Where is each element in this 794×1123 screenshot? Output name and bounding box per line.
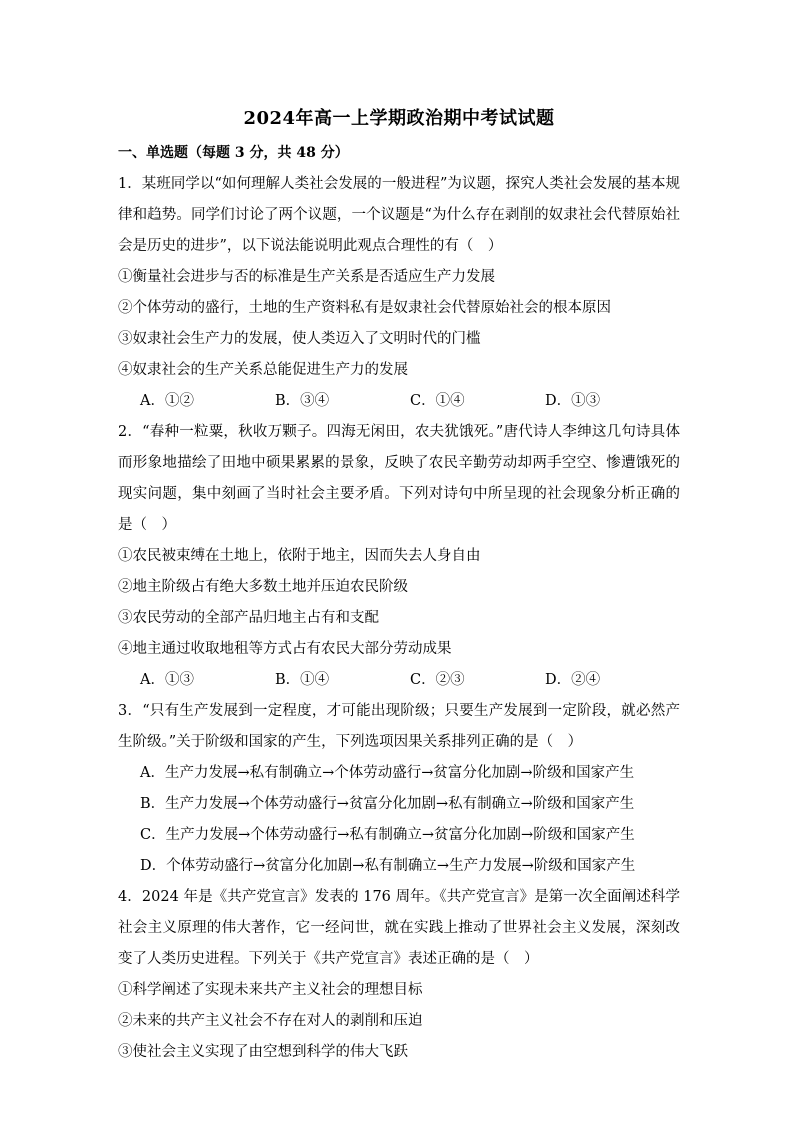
statement-item: ③使社会主义实现了由空想到科学的伟大飞跃 (118, 1044, 408, 1060)
choice-a: A．生产力发展→私有制确立→个体劳动盛行→贫富分化加剧→阶级和国家产生 (140, 765, 635, 781)
choice-c: C．生产力发展→个体劳动盛行→私有制确立→贫富分化加剧→阶级和国家产生 (140, 827, 635, 843)
statement-item: ③农民劳动的全部产品归地主占有和支配 (118, 610, 379, 626)
question-stem: 2．“春种一粒粟，秋收万颗子。四海无闲田，农夫犹饿死。”唐代诗人李绅这几句诗具体而形象地描绘了田地中硕果累累的景象，反映了农民辛勤劳动却两手空空、惨遭饿死的现实问题，集中刻画了当时社会主要矛盾。下列对诗句中所呈现的社会现象分析正确的是（ ） (118, 424, 680, 533)
choice-b: B．①④ (275, 672, 330, 688)
question-3 (118, 696, 680, 882)
statement-item: ④奴隶社会的生产关系总能促进生产力的发展 (118, 362, 408, 378)
question-1 (118, 169, 680, 417)
statement-item: ①衡量社会进步与否的标准是生产关系是否适应生产力发展 (118, 269, 495, 285)
statement-item: ④地主通过收取地租等方式占有农民大部分劳动成果 (118, 641, 452, 657)
choice-c: C．①④ (410, 393, 465, 409)
answer-choices (118, 665, 680, 696)
choice-c: C．②③ (410, 672, 465, 688)
question-4 (118, 882, 680, 1068)
choice-d: D．个体劳动盛行→贫富分化加剧→私有制确立→生产力发展→阶级和国家产生 (140, 858, 636, 874)
choice-d: D．②④ (545, 672, 601, 688)
statement-item: ②未来的共产主义社会不存在对人的剥削和压迫 (118, 1013, 423, 1029)
page-title: 2024年高一上学期政治期中考试试题 (243, 108, 555, 129)
choice-a: A．①③ (140, 672, 194, 688)
choice-a: A．①② (140, 393, 194, 409)
statement-item: ①农民被束缚在土地上，依附于地主，因而失去人身自由 (118, 548, 481, 564)
statement-item: ②地主阶级占有绝大多数土地并压迫农民阶级 (118, 579, 408, 595)
question-stem: 1．某班同学以“如何理解人类社会发展的一般进程”为议题，探究人类社会发展的基本规律和趋势。同学们讨论了两个议题，一个议题是“为什么存在剥削的奴隶社会代替原始社会是历史的进步”，以下说法能说明此观点合理性的有（ ） (118, 176, 680, 254)
statement-item: ③奴隶社会生产力的发展，使人类迈入了文明时代的门槛 (118, 331, 481, 347)
section-heading: 一、单选题（每题 3 分，共 48 分） (118, 145, 349, 161)
choice-b: B．生产力发展→个体劳动盛行→贫富分化加剧→私有制确立→阶级和国家产生 (140, 796, 635, 812)
choice-d: D．①③ (545, 393, 601, 409)
question-2 (118, 417, 680, 696)
statement-item: ②个体劳动的盛行，土地的生产资料私有是奴隶社会代替原始社会的根本原因 (118, 300, 611, 316)
statement-item: ①科学阐述了实现未来共产主义社会的理想目标 (118, 982, 423, 998)
question-stem: 3．“只有生产发展到一定程度，才可能出现阶级；只要生产发展到一定阶段，就必然产生阶级。”关于阶级和国家的产生，下列选项因果关系排列正确的是（ ） (118, 703, 680, 750)
answer-choices (118, 386, 680, 417)
question-stem: 4．2024 年是《共产党宣言》发表的 176 周年。《共产党宣言》是第一次全面阐述科学社会主义原理的伟大著作，它一经问世，就在实践上推动了世界社会主义发展，深刻改变了人类历史进程。下列关于《共产党宣言》表述正确的是（ ） (118, 889, 680, 967)
choice-b: B．③④ (275, 393, 330, 409)
